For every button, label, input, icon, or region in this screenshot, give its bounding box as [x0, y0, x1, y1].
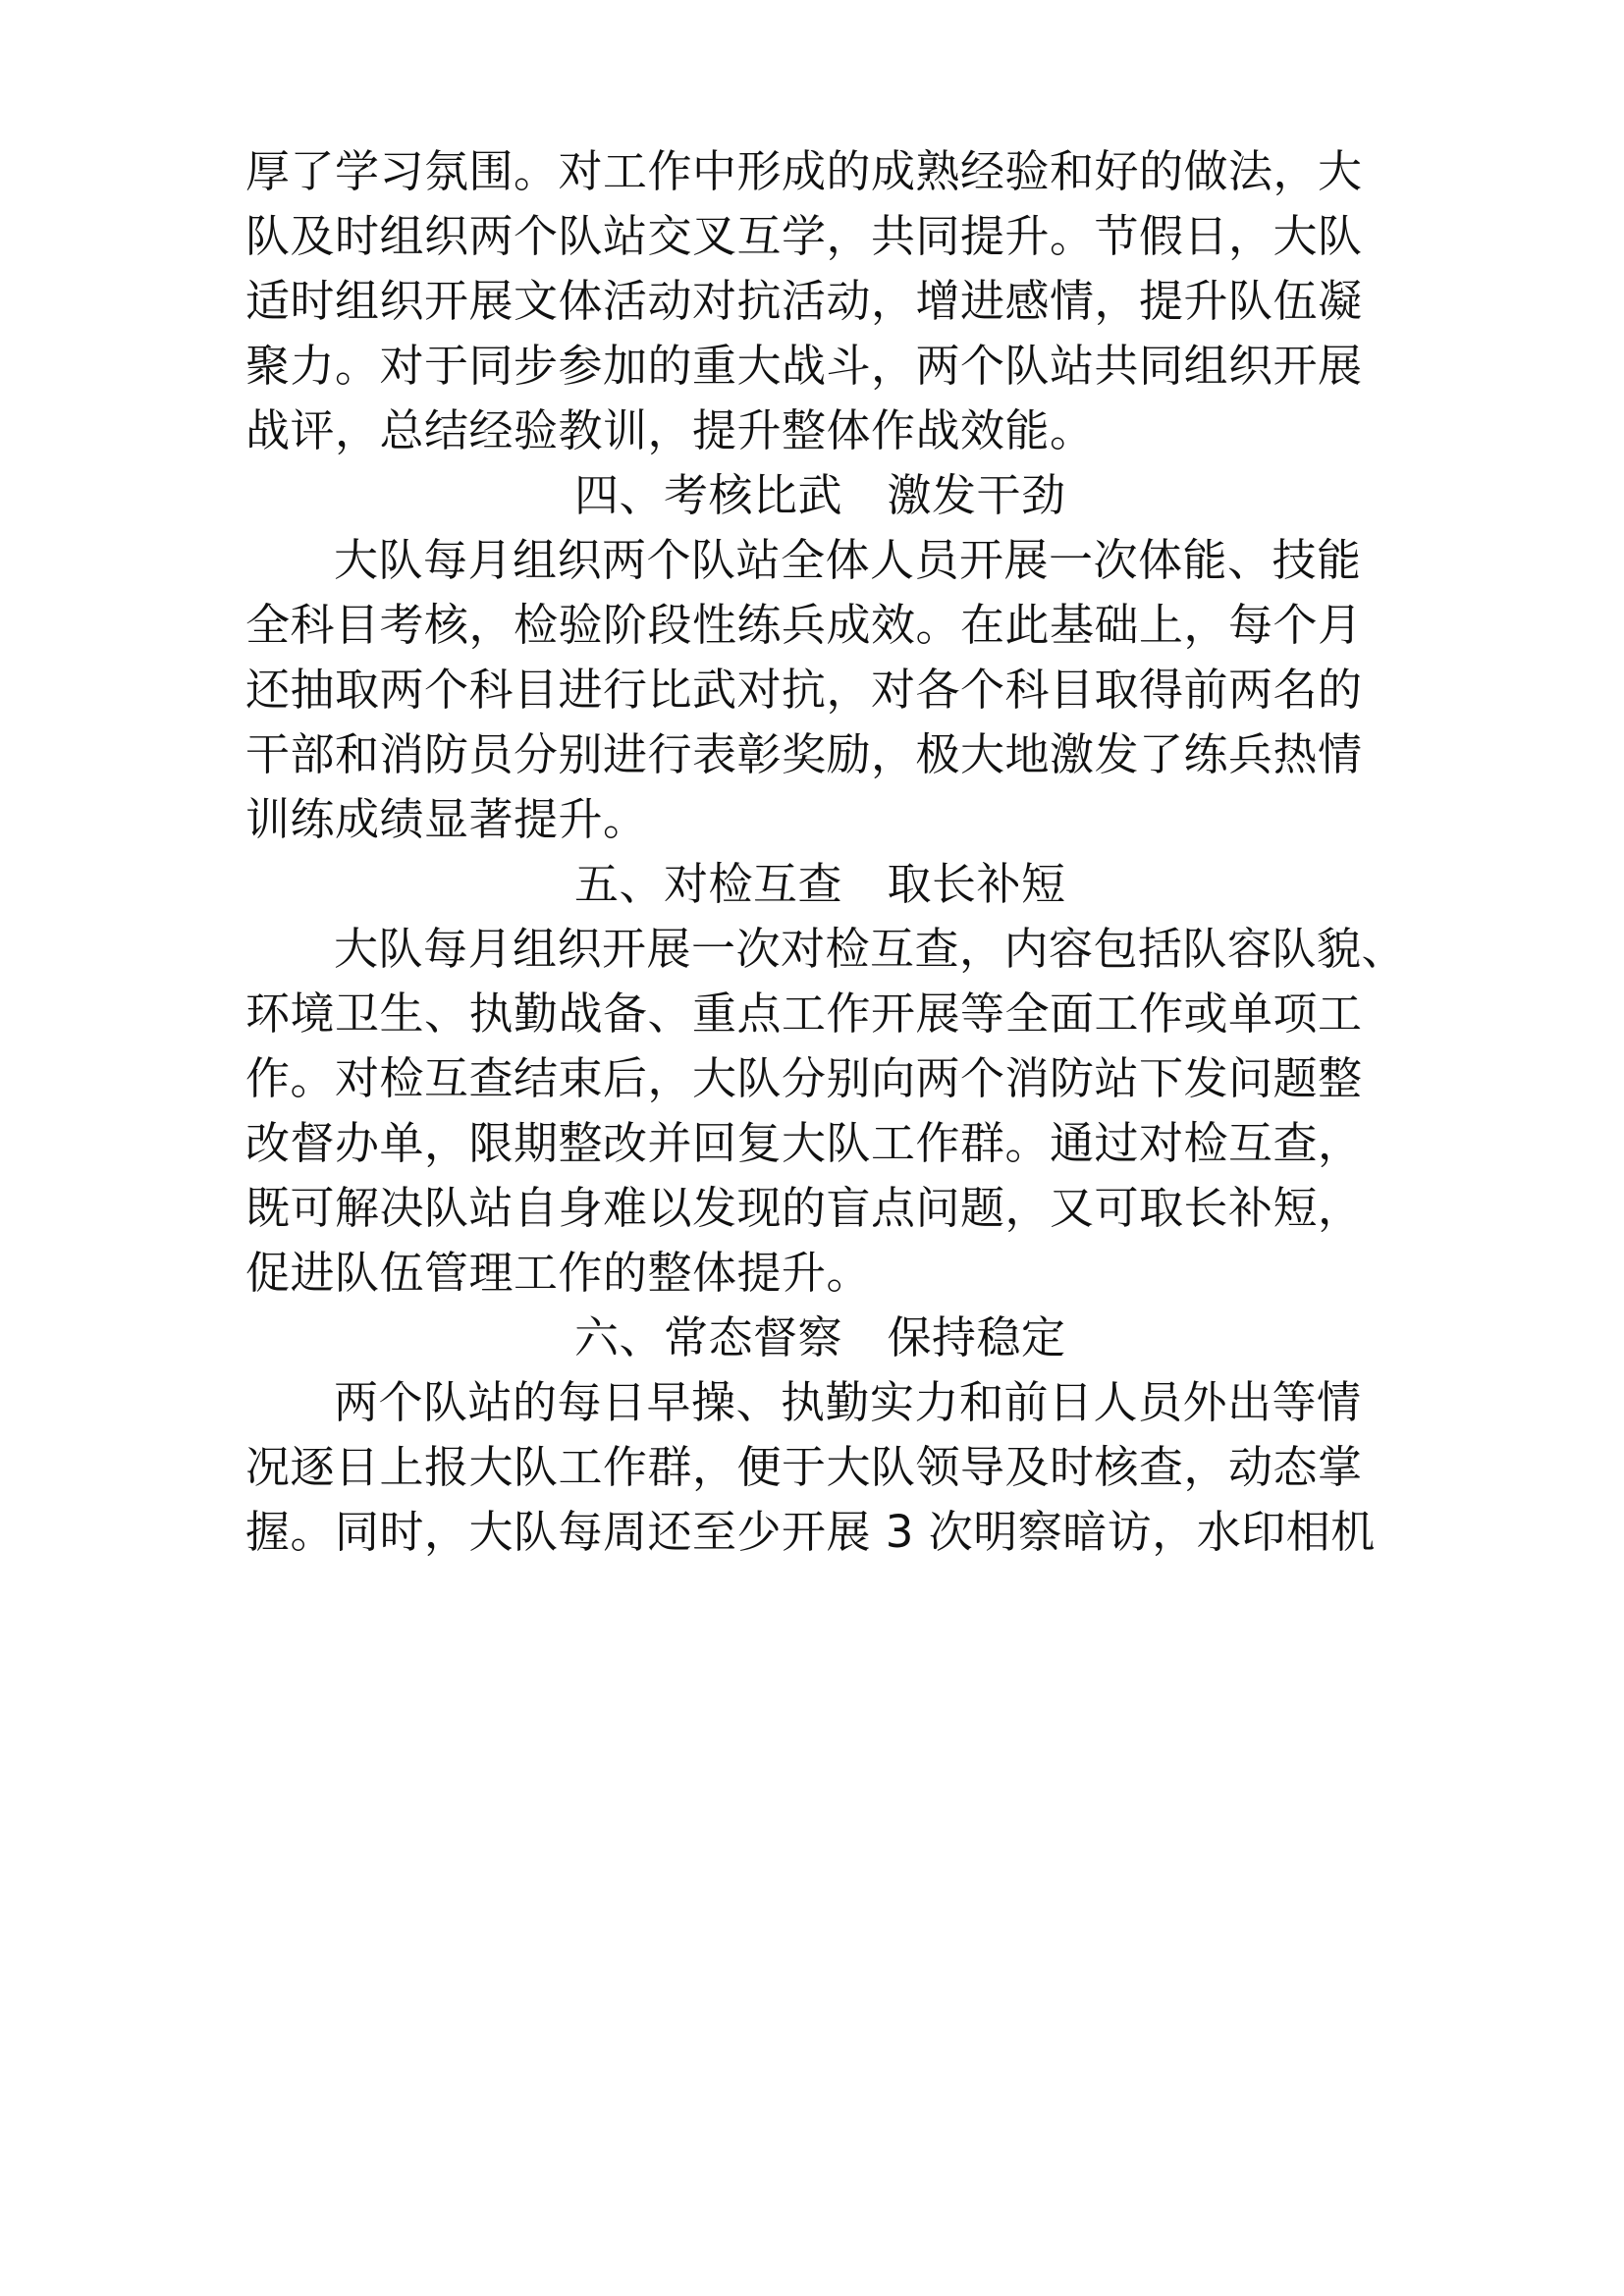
section-heading: 四、考核比武 激发干劲 [574, 469, 1066, 521]
paragraph-line: 战评，总结经验教训，提升整体作战效能。 [245, 404, 1095, 456]
paragraph-line: 况逐日上报大队工作群，便于大队领导及时核查，动态掌 [245, 1441, 1363, 1493]
paragraph-line: 改督办单，限期整改并回复大队工作群。通过对检互查， [245, 1117, 1363, 1169]
paragraph-line: 两个队站的每日早操、执勤实力和前日人员外出等情 [334, 1376, 1362, 1428]
section-heading: 五、对检互查 取长补短 [574, 858, 1066, 910]
paragraph-line: 握。同时，大队每周还至少开展 3 次明察暗访，水印相机 [245, 1506, 1376, 1558]
paragraph-line: 全科目考核，检验阶段性练兵成效。在此基础上，每个月 [245, 599, 1363, 651]
paragraph-line: 聚力。对于同步参加的重大战斗，两个队站共同组织开展 [245, 340, 1363, 392]
paragraph-line: 干部和消防员分别进行表彰奖励，极大地激发了练兵热情 [245, 728, 1363, 780]
paragraph-line: 还抽取两个科目进行比武对抗，对各个科目取得前两名的 [245, 664, 1363, 716]
paragraph-line: 队及时组织两个队站交叉互学，共同提升。节假日，大队 [245, 210, 1363, 262]
paragraph-line: 厚了学习氛围。对工作中形成的成熟经验和好的做法，大 [245, 145, 1363, 197]
section-heading: 六、常态督察 保持稳定 [574, 1311, 1066, 1363]
paragraph-line: 既可解决队站自身难以发现的盲点问题，又可取长补短， [245, 1182, 1363, 1234]
paragraph-line: 环境卫生、执勤战备、重点工作开展等全面工作或单项工 [245, 988, 1363, 1040]
paragraph-line: 促进队伍管理工作的整体提升。 [245, 1247, 872, 1299]
paragraph-line: 大队每月组织两个队站全体人员开展一次体能、技能 [334, 534, 1362, 586]
paragraph-line: 作。对检互查结束后，大队分别向两个消防站下发问题整 [245, 1052, 1363, 1104]
paragraph-line: 大队每月组织开展一次对检互查，内容包括队容队貌、 [334, 923, 1407, 975]
paragraph-line: 训练成绩显著提升。 [245, 793, 648, 845]
paragraph-line: 适时组织开展文体活动对抗活动，增进感情，提升队伍凝 [245, 275, 1363, 327]
